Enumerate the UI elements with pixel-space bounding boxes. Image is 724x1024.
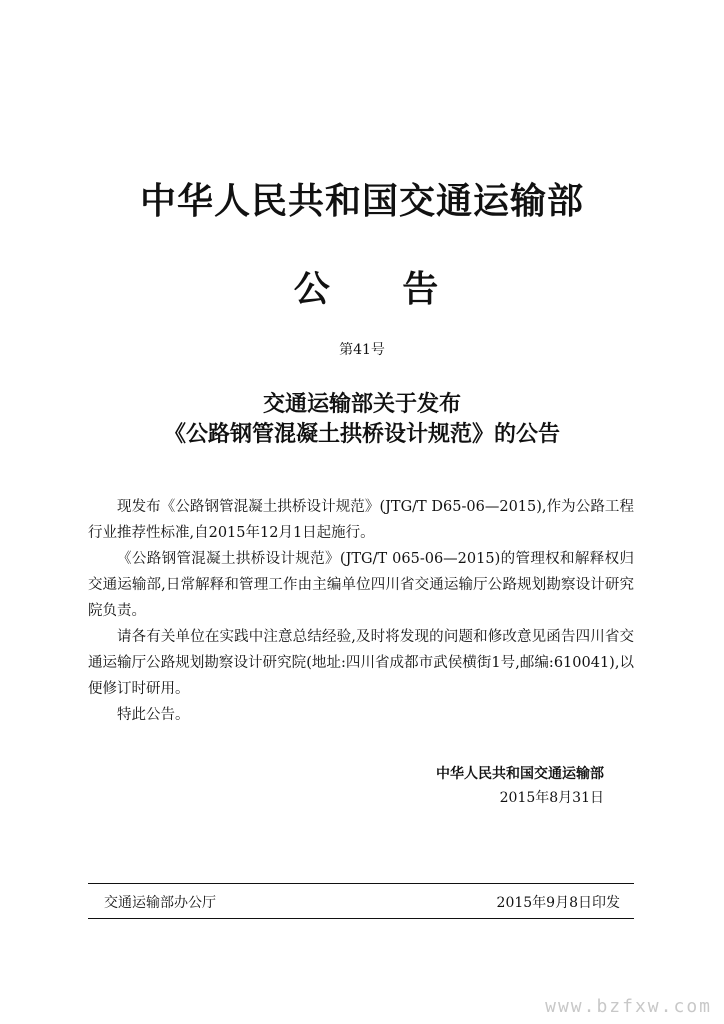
body-paragraph-3: 请各有关单位在实践中注意总结经验,及时将发现的问题和修改意见函告四川省交通运输厅公路规划勘察设计研究院(地址:四川省成都市武侯横街1号,邮编:610041),以便修订时研用。 bbox=[88, 629, 634, 697]
signature-date: 2015年8月31日 bbox=[499, 790, 604, 806]
ministry-title: 中华人民共和国交通运输部 bbox=[139, 181, 584, 222]
notice-number: 第41号 bbox=[339, 342, 385, 358]
footer-rule-bottom bbox=[88, 918, 634, 919]
notice-title: 公 告 bbox=[293, 269, 439, 310]
body-paragraph-2: 《公路钢管混凝土拱桥设计规范》(JTG/T 065-06—2015)的管理权和解释权归交通运输部,日常解释和管理工作由主编单位四川省交通运输厅公路规划勘察设计研究院负责。 bbox=[88, 551, 634, 619]
body-paragraph-4: 特此公告。 bbox=[117, 707, 190, 723]
footer-office: 交通运输部办公厅 bbox=[104, 895, 216, 911]
subject-title-line-1: 交通运输部关于发布 bbox=[262, 392, 461, 417]
watermark: www.bzfxw.com bbox=[545, 996, 712, 1017]
body-paragraph-1: 现发布《公路钢管混凝土拱桥设计规范》(JTG/T D65-06—2015),作为公路工程行业推荐性标准,自2015年12月1日起施行。 bbox=[88, 499, 634, 541]
subject-title bbox=[0, 390, 724, 450]
signature-block bbox=[436, 762, 604, 810]
footer-rule-top bbox=[88, 883, 634, 884]
signature-org: 中华人民共和国交通运输部 bbox=[436, 766, 604, 782]
notice-body bbox=[88, 494, 634, 728]
footer-print-date: 2015年9月8日印发 bbox=[496, 895, 620, 911]
subject-title-line-2: 《公路钢管混凝土拱桥设计规范》的公告 bbox=[163, 422, 560, 447]
